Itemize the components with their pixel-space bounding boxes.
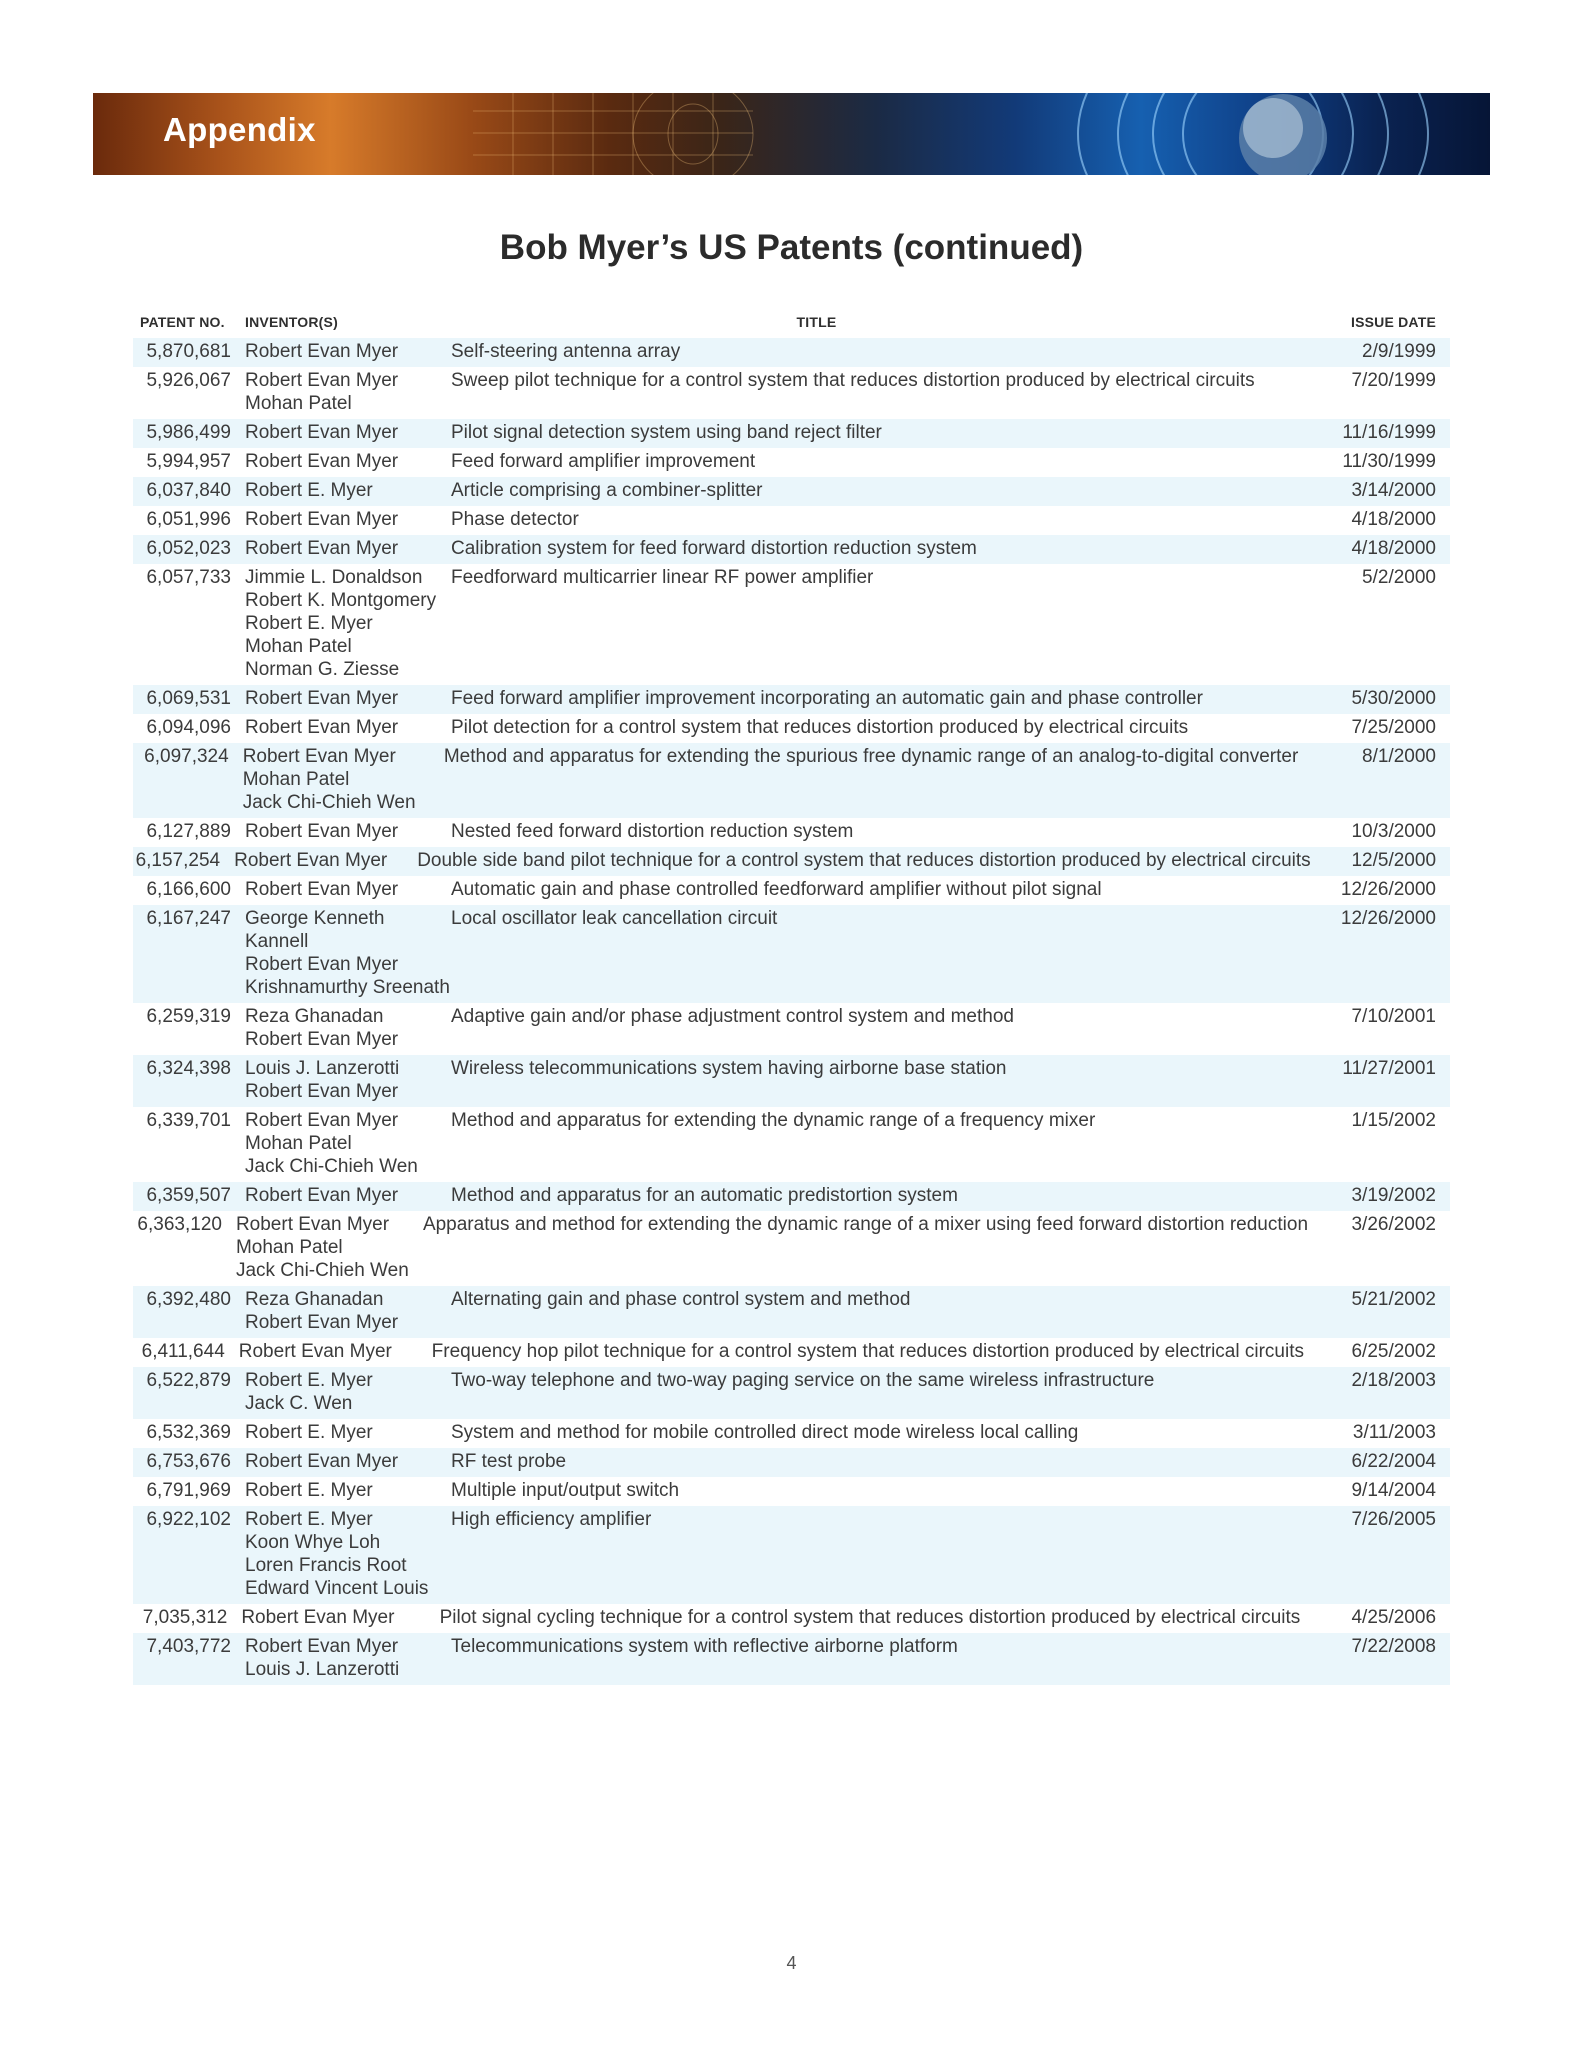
inventors: Robert Evan Myer Mohan Patel xyxy=(245,370,399,414)
table-row xyxy=(133,1182,1450,1211)
inventors: Robert Evan Myer xyxy=(245,538,399,559)
issue-date: 4/25/2006 xyxy=(1351,1607,1437,1628)
banner-title: Appendix xyxy=(163,111,316,148)
patent-title: RF test probe xyxy=(451,1451,567,1472)
patent-number: 5,994,957 xyxy=(146,451,231,472)
inventors: Robert Evan Myer Louis J. Lanzerotti xyxy=(245,1636,400,1680)
patent-number: 6,411,644 xyxy=(141,1341,225,1362)
inventors: Robert E. Myer xyxy=(245,1422,373,1443)
patent-title: Method and apparatus for extending the spurious free dynamic range of an analog-to-digital converter xyxy=(443,746,1299,767)
issue-date: 11/16/1999 xyxy=(1342,422,1436,443)
patent-number: 6,057,733 xyxy=(146,567,231,588)
patent-number: 6,359,507 xyxy=(146,1185,231,1206)
issue-date: 2/9/1999 xyxy=(1362,341,1436,362)
patent-title: Frequency hop pilot technique for a control system that reduces distortion produced by electrical circuits xyxy=(431,1341,1304,1362)
patent-number: 6,094,096 xyxy=(146,717,231,738)
inventors: Robert Evan Myer Mohan Patel Jack Chi-Chieh Wen xyxy=(235,1214,409,1281)
inventors: Robert Evan Myer xyxy=(245,1451,399,1472)
issue-date: 5/2/2000 xyxy=(1362,567,1436,588)
issue-date: 12/26/2000 xyxy=(1340,879,1436,900)
page-number: 4 xyxy=(786,1953,797,1973)
inventors: George Kenneth Kannell Robert Evan Myer Krishnamurthy Sreenath xyxy=(245,908,450,998)
issue-date: 6/22/2004 xyxy=(1351,1451,1436,1472)
inventors: Robert Evan Myer xyxy=(245,879,399,900)
table-row xyxy=(133,818,1450,847)
patent-title: Wireless telecommunications system having airborne base station xyxy=(451,1058,1007,1079)
inventors: Robert Evan Myer xyxy=(245,451,399,472)
patent-title: Pilot signal cycling technique for a control system that reduces distortion produced by electrical circuits xyxy=(439,1607,1301,1628)
patent-title: Telecommunications system with reflective airborne platform xyxy=(451,1636,958,1657)
patent-title: Apparatus and method for extending the dynamic range of a mixer using feed forward distortion reduction xyxy=(422,1214,1309,1235)
table-row xyxy=(133,847,1450,876)
patent-number: 7,035,312 xyxy=(142,1607,228,1628)
patent-title: Pilot detection for a control system that reduces distortion produced by electrical circuits xyxy=(451,717,1189,738)
patent-title: Two-way telephone and two-way paging service on the same wireless infrastructure xyxy=(451,1370,1155,1391)
issue-date: 1/15/2002 xyxy=(1351,1110,1436,1131)
patent-number: 6,392,480 xyxy=(146,1289,231,1310)
inventors: Robert Evan Myer xyxy=(241,1607,395,1628)
patent-number: 7,403,772 xyxy=(146,1636,231,1657)
column-header-patent-no: PATENT NO. xyxy=(140,314,225,330)
inventors: Louis J. Lanzerotti Robert Evan Myer xyxy=(245,1058,400,1102)
inventors: Robert Evan Myer xyxy=(245,1185,399,1206)
patent-title: Sweep pilot technique for a control system that reduces distortion produced by electrical circuits xyxy=(451,370,1255,391)
patent-number: 6,791,969 xyxy=(146,1480,231,1501)
inventors: Robert Evan Myer Mohan Patel Jack Chi-Chieh Wen xyxy=(242,746,416,813)
table-row xyxy=(133,1633,1450,1685)
patent-number: 6,753,676 xyxy=(146,1451,231,1472)
patent-title: Feed forward amplifier improvement xyxy=(451,451,756,472)
table-row xyxy=(133,1419,1450,1448)
patent-number: 6,166,600 xyxy=(146,879,231,900)
issue-date: 7/20/1999 xyxy=(1351,370,1436,391)
patent-title: Alternating gain and phase control system and method xyxy=(451,1289,911,1310)
patent-title: Method and apparatus for an automatic predistortion system xyxy=(451,1185,958,1206)
issue-date: 11/30/1999 xyxy=(1342,451,1436,472)
table-row xyxy=(133,1506,1450,1604)
patent-number: 6,922,102 xyxy=(146,1509,231,1530)
patent-number: 6,052,023 xyxy=(146,538,231,559)
issue-date: 6/25/2002 xyxy=(1351,1341,1436,1362)
issue-date: 2/18/2003 xyxy=(1351,1370,1436,1391)
inventors: Robert E. Myer xyxy=(245,1480,373,1501)
patent-number: 6,532,369 xyxy=(146,1422,231,1443)
patent-number: 6,069,531 xyxy=(146,688,231,709)
patent-title: System and method for mobile controlled direct mode wireless local calling xyxy=(451,1422,1079,1443)
patent-title: Feedforward multicarrier linear RF power amplifier xyxy=(451,567,874,588)
inventors: Robert Evan Myer xyxy=(245,341,399,362)
inventors: Robert E. Myer Koon Whye Loh Loren Francis Root Edward Vincent Louis xyxy=(245,1509,429,1599)
inventors: Robert E. Myer Jack C. Wen xyxy=(245,1370,373,1414)
table-row xyxy=(133,535,1450,564)
table-row xyxy=(133,1107,1450,1182)
patent-title: Method and apparatus for extending the dynamic range of a frequency mixer xyxy=(451,1110,1096,1131)
patent-title: Nested feed forward distortion reduction system xyxy=(451,821,854,842)
issue-date: 9/14/2004 xyxy=(1351,1480,1436,1501)
issue-date: 7/10/2001 xyxy=(1351,1006,1436,1027)
table-row xyxy=(133,1055,1450,1107)
table-row xyxy=(133,876,1450,905)
table-header xyxy=(133,300,1450,330)
issue-date: 5/21/2002 xyxy=(1351,1289,1436,1310)
table-row xyxy=(133,1286,1450,1338)
table-row xyxy=(133,1367,1450,1419)
inventors: Robert Evan Myer xyxy=(245,717,399,738)
patents-table xyxy=(133,300,1450,1685)
issue-date: 11/27/2001 xyxy=(1342,1058,1436,1079)
issue-date: 3/26/2002 xyxy=(1351,1214,1436,1235)
inventors: Robert Evan Myer Mohan Patel Jack Chi-Chieh Wen xyxy=(245,1110,418,1177)
table-row xyxy=(133,1338,1450,1367)
table-row xyxy=(133,419,1450,448)
patent-title: Article comprising a combiner-splitter xyxy=(451,480,763,501)
patent-title: Automatic gain and phase controlled feedforward amplifier without pilot signal xyxy=(451,879,1102,900)
table-row xyxy=(133,1003,1450,1055)
column-header-issue-date: ISSUE DATE xyxy=(1351,314,1436,330)
patent-title: Pilot signal detection system using band reject filter xyxy=(451,422,882,443)
issue-date: 12/26/2000 xyxy=(1340,908,1436,929)
inventors: Robert Evan Myer xyxy=(245,509,399,530)
issue-date: 7/26/2005 xyxy=(1351,1509,1436,1530)
patent-title: Self-steering antenna array xyxy=(451,341,681,362)
issue-date: 3/11/2003 xyxy=(1352,1422,1436,1443)
issue-date: 7/25/2000 xyxy=(1351,717,1436,738)
table-row xyxy=(133,367,1450,419)
issue-date: 7/22/2008 xyxy=(1351,1636,1436,1657)
inventors: Robert E. Myer xyxy=(245,480,373,501)
table-row xyxy=(133,506,1450,535)
column-header-title: TITLE xyxy=(796,314,837,330)
patent-number: 5,926,067 xyxy=(146,370,231,391)
issue-date: 3/14/2000 xyxy=(1351,480,1436,501)
inventors: Reza Ghanadan Robert Evan Myer xyxy=(245,1006,399,1050)
table-row xyxy=(133,685,1450,714)
inventors: Robert Evan Myer xyxy=(245,422,399,443)
table-row xyxy=(133,905,1450,1003)
page-title: Bob Myer’s US Patents (continued) xyxy=(499,228,1084,267)
patent-number: 6,097,324 xyxy=(144,746,229,767)
patent-number: 6,127,889 xyxy=(146,821,231,842)
patent-number: 6,037,840 xyxy=(146,480,231,501)
patent-number: 6,339,701 xyxy=(146,1110,231,1131)
patent-number: 5,986,499 xyxy=(146,422,231,443)
patent-title: Phase detector xyxy=(451,509,579,530)
issue-date: 10/3/2000 xyxy=(1351,821,1436,842)
inventors: Reza Ghanadan Robert Evan Myer xyxy=(245,1289,399,1333)
patent-number: 6,051,996 xyxy=(146,509,231,530)
patent-title: Calibration system for feed forward distortion reduction system xyxy=(451,538,977,559)
patent-title: Double side band pilot technique for a control system that reduces distortion produced by electrical circuits xyxy=(417,850,1311,871)
patent-title: Local oscillator leak cancellation circuit xyxy=(451,908,778,929)
patent-number: 6,522,879 xyxy=(146,1370,231,1391)
patent-title: High efficiency amplifier xyxy=(451,1509,652,1530)
header-banner xyxy=(93,93,1490,175)
table-row xyxy=(133,1448,1450,1477)
table-row xyxy=(133,1211,1450,1286)
issue-date: 4/18/2000 xyxy=(1351,538,1436,559)
table-row xyxy=(133,714,1450,743)
table-body xyxy=(133,338,1450,1685)
column-header-inventors: INVENTOR(S) xyxy=(245,314,338,330)
table-row xyxy=(133,1604,1450,1633)
patent-title: Adaptive gain and/or phase adjustment control system and method xyxy=(451,1006,1014,1027)
inventors: Robert Evan Myer xyxy=(245,821,399,842)
inventors: Robert Evan Myer xyxy=(245,688,399,709)
table-row xyxy=(133,477,1450,506)
patent-title: Multiple input/output switch xyxy=(451,1480,680,1501)
table-row xyxy=(133,743,1450,818)
issue-date: 12/5/2000 xyxy=(1351,850,1437,871)
inventors: Jimmie L. Donaldson Robert K. Montgomery Robert E. Myer Mohan Patel Norman G. Ziesse xyxy=(245,567,437,680)
issue-date: 8/1/2000 xyxy=(1362,746,1436,767)
table-row xyxy=(133,1477,1450,1506)
patent-number: 6,167,247 xyxy=(146,908,231,929)
inventors: Robert Evan Myer xyxy=(238,1341,392,1362)
inventors: Robert Evan Myer xyxy=(234,850,388,871)
issue-date: 3/19/2002 xyxy=(1351,1185,1436,1206)
table-row xyxy=(133,448,1450,477)
patent-number: 6,259,319 xyxy=(146,1006,231,1027)
patent-number: 5,870,681 xyxy=(146,341,231,362)
patent-number: 6,324,398 xyxy=(146,1058,231,1079)
patent-title: Feed forward amplifier improvement incorporating an automatic gain and phase controller xyxy=(451,688,1203,709)
issue-date: 5/30/2000 xyxy=(1351,688,1436,709)
table-row xyxy=(133,338,1450,367)
patent-number: 6,363,120 xyxy=(137,1214,222,1235)
patent-number: 6,157,254 xyxy=(135,850,221,871)
table-row xyxy=(133,564,1450,685)
issue-date: 4/18/2000 xyxy=(1351,509,1436,530)
